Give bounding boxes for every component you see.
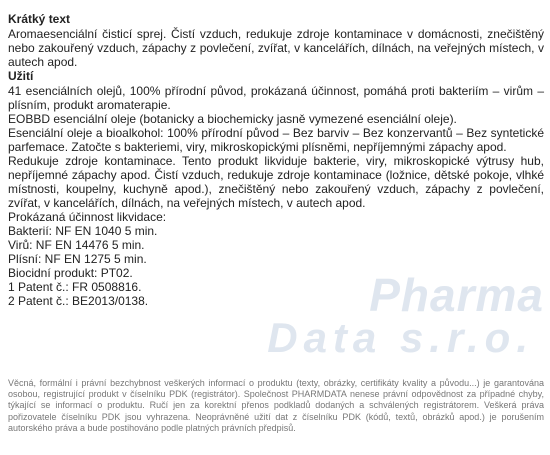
usage-paragraph: Redukuje zdroje kontaminace. Tento produkt likviduje bakterie, viry, mikroskopické výtrusy hub, nepříjemné zápachy apod. Čistí vzduch, redukuje zdroje kontaminace (ložnice, dětské pokoje, vlhké místnosti, koupelny, kuchyně apod.), znečištěný nebo zakouřený vzduch, zápachy z povlečení, zvířat, v kancelářích, dílnách, na veřejných místech, v autech apod.	[8, 154, 544, 210]
product-text	[8, 12, 544, 308]
short-text-body: Aromaesenciální čisticí sprej. Čistí vzduch, redukuje zdroje kontaminace v domácnosti, znečištěný nebo zakouřený vzduch, zápachy z povlečení, zvířat, v kancelářích, dílnách, na veřejných místech, v autech apod.	[8, 27, 544, 69]
legal-disclaimer: Věcná, formální i právní bezchybnost veškerých informací o produktu (texty, obrázky, certifikáty kvality a původu...) je garantována osobou, registrující produkt v číselníku PDK (registrátor). Společnost PHARMDATA nenese právní odpovědnost za případné chyby, týkající se informací o produktu. Ručí jen za korektní přenos podkladů dodaných a schválených registrátorem. Veškerá práva pořizovatele číselníku PDK jsou vyhrazena. Neoprávněné užití dat z číselníku PDK (kódů, textů, obrázků apod.) je porušením autorského práva a bude postihováno podle platných právních předpisů.	[8, 378, 544, 433]
efficacy-fungi: Plísní: NF EN 1275 5 min.	[8, 252, 147, 266]
usage-heading: Užití	[8, 69, 34, 83]
usage-paragraph: EOBBD esenciální oleje (botanicky a biochemicky jasně vymezené esenciální oleje).	[8, 112, 457, 126]
biocide-product: Biocidní produkt: PT02.	[8, 266, 133, 280]
usage-paragraph: Esenciální oleje a bioalkohol: 100% přírodní původ – Bez barviv – Bez konzervantů – Bez syntetické parfemace. Zatočte s bakteriemi, viry, mikroskopickými plísněmi, nepříjemnými zápachy apod.	[8, 126, 544, 154]
watermark-line-2: Data s.r.o.	[267, 314, 534, 361]
patent-1: 1 Patent č.: FR 0508816.	[8, 280, 142, 294]
short-text-heading: Krátký text	[8, 12, 71, 26]
watermark-line-1: Pharma	[369, 269, 544, 321]
usage-paragraph: 41 esenciálních olejů, 100% přírodní původ, prokázaná účinnost, pomáhá proti bakteriím – virům – plísním, produkt aromaterapie.	[8, 84, 544, 112]
efficacy-viruses: Virů: NF EN 14476 5 min.	[8, 238, 145, 252]
patent-2: 2 Patent č.: BE2013/0138.	[8, 294, 149, 308]
efficacy-heading: Prokázaná účinnost likvidace:	[8, 210, 167, 224]
efficacy-bacteria: Bakterií: NF EN 1040 5 min.	[8, 224, 158, 238]
